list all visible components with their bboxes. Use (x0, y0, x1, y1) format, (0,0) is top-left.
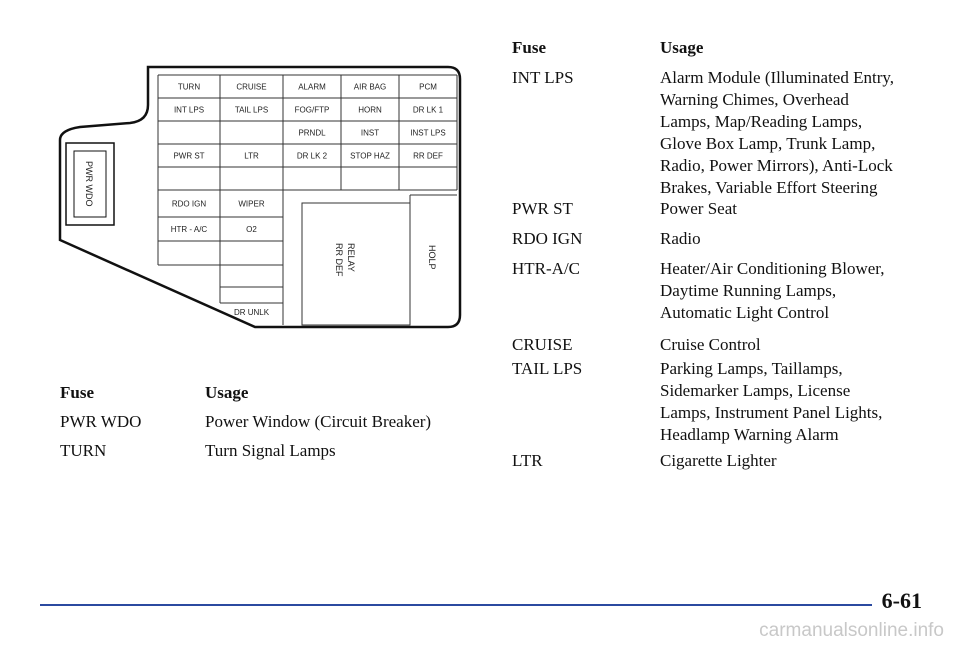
fuse-label: STOP HAZ (350, 151, 390, 161)
right-row-fuse: INT LPS (512, 68, 574, 87)
fuse-label: AIR BAG (353, 82, 387, 92)
right-row-usage-line: Heater/Air Conditioning Blower, (660, 259, 885, 278)
fuse-label: RDO IGN (171, 199, 207, 209)
relay-label: RELAY (346, 243, 356, 272)
footer-rule (40, 604, 872, 606)
right-row-usage-line: Brakes, Variable Effort Steering (660, 178, 878, 197)
fuse-label: PWR ST (173, 151, 205, 161)
fuse-label: INST LPS (410, 128, 446, 138)
right-row-fuse: CRUISE (512, 335, 573, 354)
relay-rr-def-label: RR DEF (334, 243, 344, 277)
right-row-usage-line: Power Seat (660, 199, 737, 218)
fuse-label: WIPER (238, 199, 265, 209)
right-header-fuse: Fuse (512, 38, 546, 57)
right-row-usage-line: Headlamp Warning Alarm (660, 425, 839, 444)
right-row-usage-line: Daytime Running Lamps, (660, 281, 837, 300)
left-row-fuse: TURN (60, 441, 107, 460)
right-row-usage-line: Lamps, Map/Reading Lamps, (660, 112, 863, 131)
fuse-label: O2 (246, 225, 257, 234)
right-row-usage-line: Alarm Module (Illuminated Entry, (660, 68, 895, 87)
right-row-usage-line: Lamps, Instrument Panel Lights, (660, 403, 883, 422)
right-row-usage-line: Glove Box Lamp, Trunk Lamp, (660, 134, 876, 153)
left-row-usage: Turn Signal Lamps (205, 441, 336, 460)
left-row-fuse: PWR WDO (60, 412, 142, 431)
fuse-label: HORN (358, 105, 382, 115)
right-row-usage-line: Radio (660, 229, 701, 248)
right-row-usage-line: Automatic Light Control (660, 303, 830, 322)
right-row-fuse: TAIL LPS (512, 359, 583, 378)
holp-label: HOLP (427, 245, 437, 270)
fuse-label: LTR (244, 151, 259, 161)
right-row-usage-line: Radio, Power Mirrors), Anti-Lock (660, 156, 893, 175)
fuse-label: INT LPS (173, 105, 205, 115)
right-row-fuse: HTR-A/C (512, 259, 580, 278)
right-row-fuse: RDO IGN (512, 229, 583, 248)
left-row-usage: Power Window (Circuit Breaker) (205, 412, 432, 431)
page-number: 6-61 (881, 588, 922, 613)
breaker-label: PWR WDO (84, 161, 94, 207)
fuse-label: ALARM (298, 82, 326, 92)
right-row-usage-line: Parking Lamps, Taillamps, (660, 359, 843, 378)
right-row-fuse: PWR ST (512, 199, 573, 218)
left-header-fuse: Fuse (60, 383, 94, 402)
fuse-label: TURN (177, 82, 201, 92)
right-header-usage: Usage (660, 38, 704, 57)
fuse-label: DR UNLK (233, 308, 270, 317)
fuse-label: PRNDL (298, 128, 326, 138)
watermark: carmanualsonline.info (759, 620, 944, 641)
fuse-label: FOG/FTP (294, 105, 330, 115)
fuse-box-diagram (40, 55, 480, 345)
fuse-label: INST (360, 128, 380, 138)
left-header-usage: Usage (205, 383, 249, 402)
fuse-label: DR LK 2 (296, 151, 328, 161)
fuse-label: RR DEF (413, 151, 443, 161)
right-row-fuse: LTR (512, 451, 543, 470)
right-row-usage-line: Sidemarker Lamps, License (660, 381, 851, 400)
right-row-usage-line: Warning Chimes, Overhead (660, 90, 849, 109)
fuse-label: DR LK 1 (412, 105, 444, 115)
fuse-label: PCM (419, 82, 437, 92)
fuse-label: TAIL LPS (234, 105, 269, 115)
right-row-usage-line: Cigarette Lighter (660, 451, 777, 470)
right-row-usage-line: Cruise Control (660, 335, 761, 354)
fuse-label: HTR - A/C (170, 225, 208, 234)
fuse-label: CRUISE (236, 82, 267, 92)
